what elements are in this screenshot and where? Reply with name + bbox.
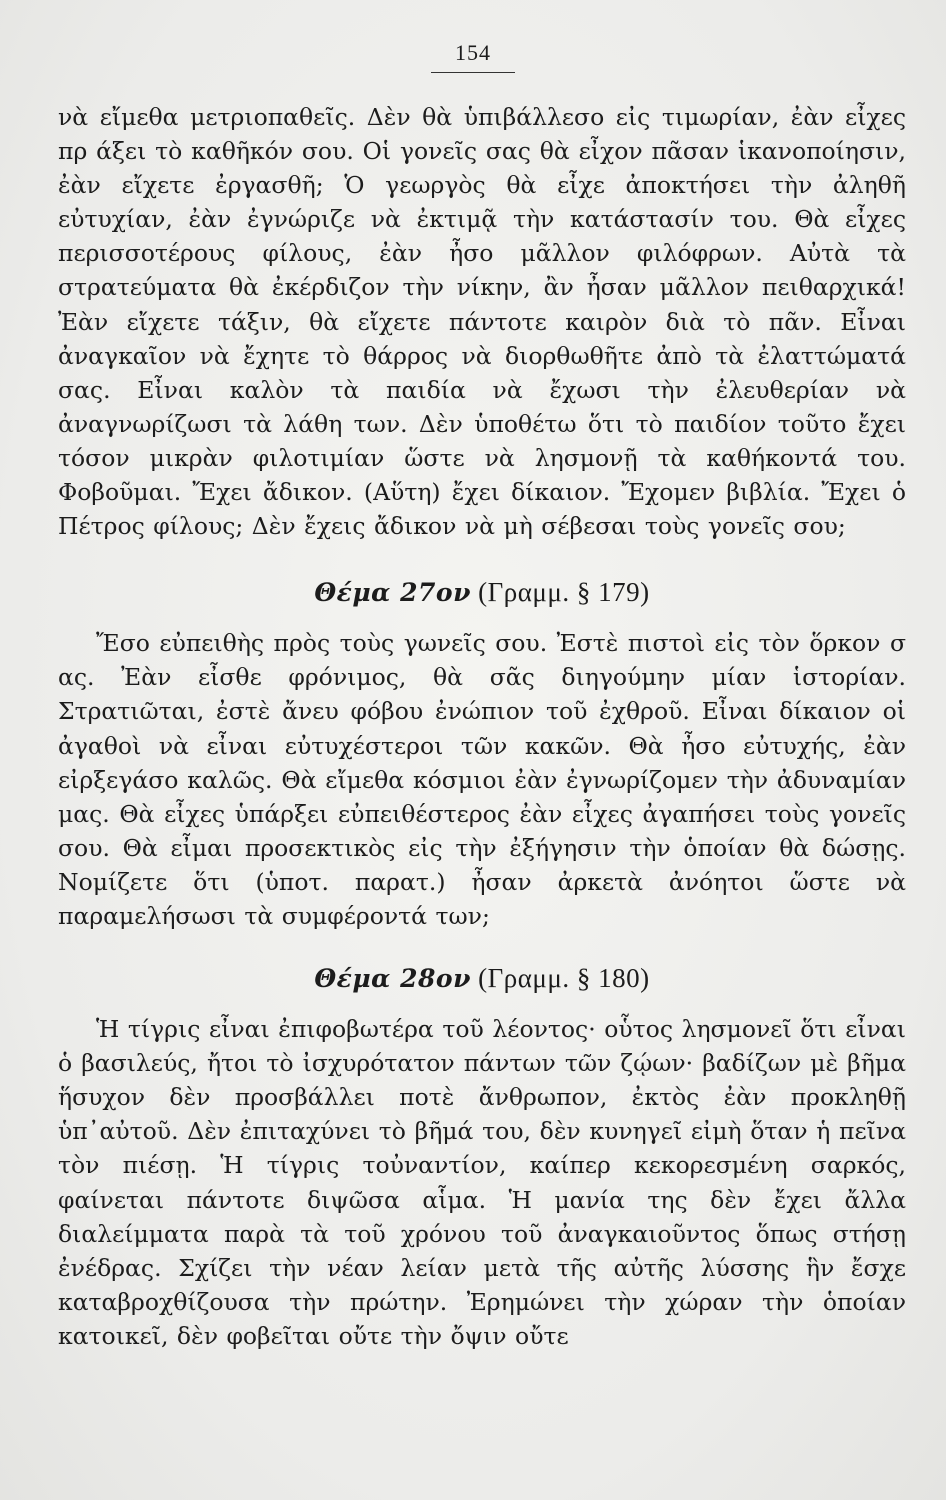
page-body (58, 100, 906, 1353)
theme-27-reference: (Γραμμ. § 179) (478, 577, 650, 608)
intro-paragraph: νὰ εἴμεθα μετριοπαθεῖς. Δὲν θὰ ὑπιβάλλεσο εἰς τιμωρίαν, ἐὰν εἶχες πρ άξει τὸ καθῆκόν σου. Οἱ γονεῖς σας θὰ εἶχον πᾶσαν ἱκανοποίησιν, ἐὰν εἴχετε ἐργασθῆ; Ὁ γεωργὸς θὰ εἶχε ἀποκτήσει τὴν ἀληθῆ εὐτυχίαν, ἐὰν ἐγνώριζε νὰ ἐκτιμᾷ τὴν κατάστασίν του. Θὰ εἶχες περισσοτέρους φίλους, ἐὰν ἦσο μᾶλλον φιλόφρων. Αὐτὰ τὰ στρατεύματα θὰ ἐκέρδιζον τὴν νίκην, ἂν ἦσαν μᾶλλον πειθαρχικά! Ἐὰν εἴχετε τάξιν, θὰ εἴχετε πάντοτε καιρὸν διὰ τὸ πᾶν. Εἶναι ἀναγκαῖον νὰ ἔχητε τὸ θάρρος νὰ διορθωθῆτε ἀπὸ τὰ ἐλαττώματά σας. Εἶναι καλὸν τὰ παιδία νὰ ἔχωσι τὴν ἐλευθερίαν νὰ ἀναγνωρίζωσι τὰ λάθη των. Δὲν ὑποθέτω ὅτι τὸ παιδίον τοῦτο ἔχει τόσον μικρὰν φιλοτιμίαν ὥστε νὰ λησμονῇ τὰ καθήκοντά του. Φοβοῦμαι. Ἔχει ἄδικον. (Αὕτη) ἔχει δίκαιον. Ἔχομεν βιβλία. Ἔχει ὁ Πέτρος φίλους; Δὲν ἔχεις ἄδικον νὰ μὴ σέβεσαι τοὺς γονεῖς σου; (58, 103, 906, 541)
theme-27-title: Θέμα 27ον (314, 578, 471, 608)
theme-28-reference: (Γραμμ. § 180) (478, 963, 650, 994)
page-number: 154 (431, 40, 515, 73)
theme-28-paragraph: Ἡ τίγρις εἶναι ἐπιφοβωτέρα τοῦ λέοντος· οὗτος λησμονεῖ ὅτι εἶναι ὁ βασιλεύς, ἤτοι τὸ ἰσχυρότατον πάντων τῶν ζῴων· βαδίζων μὲ βῆμα ἥσυχον δὲν προσβάλλει ποτὲ ἄνθρωπον, ἐκτὸς ἐὰν προκληθῇ ὑπ᾽αὐτοῦ. Δὲν ἐπιταχύνει τὸ βῆμά του, δὲν κυνηγεῖ εἰμὴ ὅταν ἡ πεῖνα τὸν πιέσῃ. Ἡ τίγρις τοὐναντίον, καίπερ κεκορεσμένη σαρκός, φαίνεται πάντοτε διψῶσα αἷμα. Ἡ μανία της δὲν ἔχει ἄλλα διαλείμματα παρὰ τὰ τοῦ χρόνου τοῦ ἀναγκαιοῦντος ὅπως στήσῃ ἐνέδρας. Σχίζει τὴν νέαν λείαν μετὰ τῆς αὐτῆς λύσσης ἣν ἔσχε καταβροχθίζουσα τὴν πρώτην. Ἐρημώνει τὴν χώραν τὴν ὁποίαν κατοικεῖ, δὲν φοβεῖται οὔτε τὴν ὄψιν οὔτε (58, 1015, 906, 1350)
theme-28-title: Θέμα 28ον (314, 964, 471, 994)
theme-27-paragraph: Ἔσο εὐπειθὴς πρὸς τοὺς γωνεῖς σου. Ἐστὲ πιστοὶ εἰς τὸν ὅρκον σ ας. Ἐὰν εἶσθε φρόνιμος, θὰ σᾶς διηγούμην μίαν ἱστορίαν. Στρατιῶται, ἐστὲ ἄνευ φόβου ἐνώπιον τοῦ ἐχθροῦ. Εἶναι δίκαιον οἱ ἀγαθοὶ νὰ εἶναι εὐτυχέστεροι τῶν κακῶν. Θὰ ἦσο εὐτυχής, ἐὰν εἰρξεγάσο καλῶς. Θὰ εἴμεθα κόσμιοι ἐὰν ἐγνωρίζομεν τὴν ἀδυναμίαν μας. Θὰ εἶχες ὑπάρξει εὐπειθέστερος ἐὰν εἶχες ἀγαπήσει τοὺς γονεῖς σου. Θὰ εἶμαι προσεκτικὸς εἰς τὴν ἐξήγησιν τὴν ὁποίαν θὰ δώσῃς. Νομίζετε ὅτι (ὑποτ. παρατ.) ἦσαν ἀρκετὰ ἀνόητοι ὥστε νὰ παραμελήσωσι τὰ συμφέροντά των; (58, 629, 906, 930)
page-header (0, 40, 946, 73)
theme-27-heading (58, 577, 906, 608)
theme-28-heading (58, 963, 906, 994)
